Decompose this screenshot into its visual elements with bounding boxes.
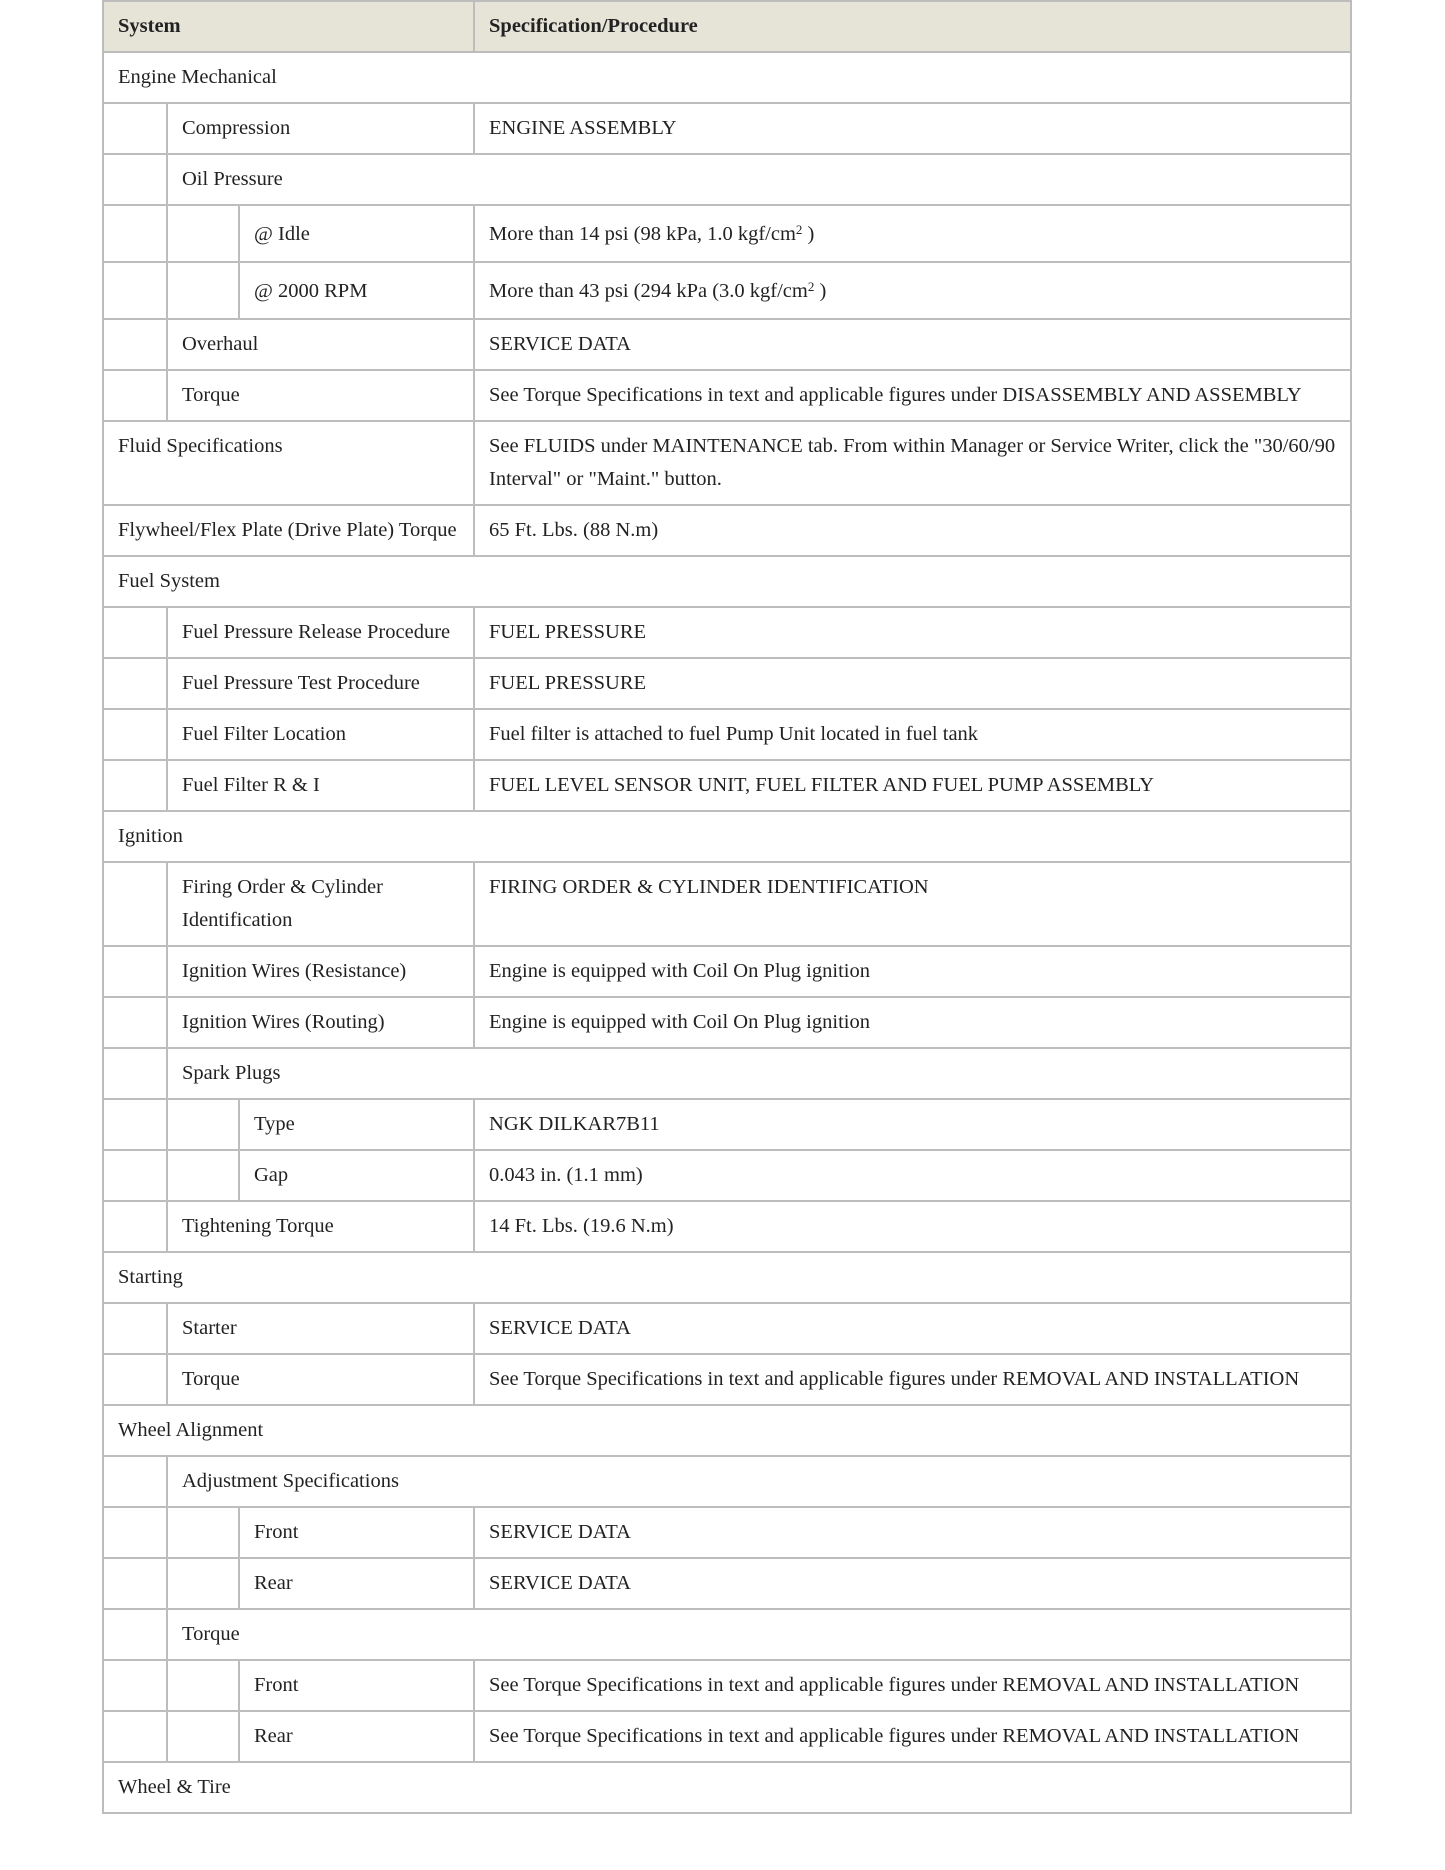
indent-cell: [103, 1048, 167, 1099]
table-row: [103, 1354, 1351, 1405]
system-label: Spark Plugs: [167, 1048, 1351, 1099]
table-row: [103, 658, 1351, 709]
spec-text: SERVICE DATA: [489, 1317, 631, 1339]
indent-cell: [103, 1303, 167, 1354]
spec-text: See Torque Specifications in text and applicable figures under REMOVAL AND INSTALLATION: [489, 1674, 1300, 1696]
spec-text: More than 14 psi (98 kPa, 1.0 kgf/cm: [489, 223, 796, 245]
table-row: [103, 1405, 1351, 1456]
system-label: Flywheel/Flex Plate (Drive Plate) Torque: [103, 505, 474, 556]
table-row: [103, 205, 1351, 262]
indent-cell: [103, 103, 167, 154]
table-row: [103, 1303, 1351, 1354]
indent-cell: [167, 1711, 239, 1762]
system-label: Oil Pressure: [167, 154, 1351, 205]
system-label: Fuel System: [103, 556, 1351, 607]
table-row: [103, 421, 1351, 505]
spec-value: [474, 205, 1351, 262]
spec-text: See Torque Specifications in text and applicable figures under DISASSEMBLY AND ASSEMBLY: [489, 384, 1302, 406]
spec-value: [474, 946, 1351, 997]
indent-cell: [103, 319, 167, 370]
table-row: [103, 154, 1351, 205]
table-row: [103, 709, 1351, 760]
table-row: [103, 811, 1351, 862]
table-row: [103, 1252, 1351, 1303]
system-label: Firing Order & Cylinder Identification: [167, 862, 474, 946]
spec-value: [474, 1558, 1351, 1609]
spec-text: 14 Ft. Lbs. (19.6 N.m): [489, 1215, 674, 1237]
spec-value: [474, 658, 1351, 709]
system-label: Overhaul: [167, 319, 474, 370]
table-row: [103, 1762, 1351, 1813]
system-label: Engine Mechanical: [103, 52, 1351, 103]
table-row: [103, 52, 1351, 103]
indent-cell: [103, 946, 167, 997]
spec-text: SERVICE DATA: [489, 333, 631, 355]
indent-cell: [103, 658, 167, 709]
indent-cell: [103, 1660, 167, 1711]
table-body: [103, 52, 1351, 1813]
indent-cell: [103, 709, 167, 760]
indent-cell: [167, 1558, 239, 1609]
indent-cell: [167, 1099, 239, 1150]
spec-value: [474, 760, 1351, 811]
system-label: Starting: [103, 1252, 1351, 1303]
indent-cell: [103, 1201, 167, 1252]
spec-text: ENGINE ASSEMBLY: [489, 117, 677, 139]
table-row: [103, 1507, 1351, 1558]
system-label: Torque: [167, 1354, 474, 1405]
table-row: [103, 505, 1351, 556]
spec-text: FUEL PRESSURE: [489, 621, 647, 643]
spec-value: [474, 997, 1351, 1048]
indent-cell: [103, 1558, 167, 1609]
system-label: Front: [239, 1507, 474, 1558]
spec-text: FIRING ORDER & CYLINDER IDENTIFICATION: [489, 876, 929, 898]
system-label: @ 2000 RPM: [239, 262, 474, 319]
table-row: [103, 997, 1351, 1048]
table-row: [103, 262, 1351, 319]
system-label: Wheel & Tire: [103, 1762, 1351, 1813]
system-label: Rear: [239, 1558, 474, 1609]
table-row: [103, 1456, 1351, 1507]
spec-column-header: Specification/Procedure: [474, 1, 1351, 52]
table-row: [103, 370, 1351, 421]
table-row: [103, 1609, 1351, 1660]
indent-cell: [103, 205, 167, 262]
table-row: [103, 1201, 1351, 1252]
spec-text: Engine is equipped with Coil On Plug ignition: [489, 960, 870, 982]
spec-value: [474, 505, 1351, 556]
spec-text: SERVICE DATA: [489, 1572, 631, 1594]
indent-cell: [103, 1099, 167, 1150]
system-label: Wheel Alignment: [103, 1405, 1351, 1456]
indent-cell: [103, 760, 167, 811]
spec-value: [474, 1201, 1351, 1252]
system-label: Torque: [167, 370, 474, 421]
spec-value: [474, 709, 1351, 760]
system-label: Adjustment Specifications: [167, 1456, 1351, 1507]
indent-cell: [167, 262, 239, 319]
indent-cell: [167, 1660, 239, 1711]
spec-text: Engine is equipped with Coil On Plug ignition: [489, 1011, 870, 1033]
indent-cell: [103, 997, 167, 1048]
spec-value: [474, 1507, 1351, 1558]
specifications-table: [102, 0, 1352, 1814]
system-label: Fuel Pressure Test Procedure: [167, 658, 474, 709]
system-label: Front: [239, 1660, 474, 1711]
system-label: Ignition Wires (Routing): [167, 997, 474, 1048]
spec-text: 65 Ft. Lbs. (88 N.m): [489, 519, 659, 541]
spec-text-suffix: ): [814, 280, 827, 302]
system-label: Fuel Pressure Release Procedure: [167, 607, 474, 658]
spec-value: [474, 1660, 1351, 1711]
spec-text: SERVICE DATA: [489, 1521, 631, 1543]
indent-cell: [103, 1150, 167, 1201]
table-row: [103, 1660, 1351, 1711]
spec-text: See Torque Specifications in text and applicable figures under REMOVAL AND INSTALLATION: [489, 1368, 1300, 1390]
indent-cell: [103, 370, 167, 421]
spec-text-suffix: ): [802, 223, 815, 245]
spec-value: [474, 1711, 1351, 1762]
indent-cell: [103, 1507, 167, 1558]
spec-value: [474, 1354, 1351, 1405]
indent-cell: [103, 154, 167, 205]
indent-cell: [103, 1456, 167, 1507]
system-label: Fluid Specifications: [103, 421, 474, 505]
system-label: Tightening Torque: [167, 1201, 474, 1252]
table-row: [103, 1558, 1351, 1609]
system-column-header: System: [103, 1, 474, 52]
indent-cell: [167, 1150, 239, 1201]
spec-value: [474, 262, 1351, 319]
table-header-row: [103, 1, 1351, 52]
spec-text: 0.043 in. (1.1 mm): [489, 1164, 643, 1186]
spec-value: [474, 862, 1351, 946]
system-label: Gap: [239, 1150, 474, 1201]
table-row: [103, 607, 1351, 658]
table-row: [103, 556, 1351, 607]
indent-cell: [103, 1354, 167, 1405]
table-row: [103, 1150, 1351, 1201]
spec-text: More than 43 psi (294 kPa (3.0 kgf/cm: [489, 280, 808, 302]
system-label: Fuel Filter Location: [167, 709, 474, 760]
indent-cell: [167, 205, 239, 262]
table-row: [103, 103, 1351, 154]
superscript: 2: [807, 279, 815, 294]
indent-cell: [103, 862, 167, 946]
spec-text: FUEL LEVEL SENSOR UNIT, FUEL FILTER AND FUEL PUMP ASSEMBLY: [489, 774, 1155, 796]
table-row: [103, 760, 1351, 811]
superscript: 2: [795, 222, 803, 237]
spec-text: See Torque Specifications in text and applicable figures under REMOVAL AND INSTALLATION: [489, 1725, 1300, 1747]
spec-value: [474, 319, 1351, 370]
spec-text: Fuel filter is attached to fuel Pump Unit located in fuel tank: [489, 723, 979, 745]
table-row: [103, 862, 1351, 946]
system-label: Starter: [167, 1303, 474, 1354]
spec-value: [474, 421, 1351, 505]
spec-value: [474, 1099, 1351, 1150]
system-label: Fuel Filter R & I: [167, 760, 474, 811]
table-row: [103, 1099, 1351, 1150]
system-label: Ignition Wires (Resistance): [167, 946, 474, 997]
table-row: [103, 319, 1351, 370]
system-label: Ignition: [103, 811, 1351, 862]
indent-cell: [103, 262, 167, 319]
spec-value: [474, 1150, 1351, 1201]
indent-cell: [103, 607, 167, 658]
table-row: [103, 1048, 1351, 1099]
spec-value: [474, 1303, 1351, 1354]
system-label: Compression: [167, 103, 474, 154]
table-row: [103, 1711, 1351, 1762]
system-label: @ Idle: [239, 205, 474, 262]
indent-cell: [167, 1507, 239, 1558]
indent-cell: [103, 1711, 167, 1762]
spec-text: See FLUIDS under MAINTENANCE tab. From within Manager or Service Writer, click the "30/60/90 Interval" or "Maint." button.: [489, 435, 1336, 490]
spec-text: FUEL PRESSURE: [489, 672, 647, 694]
system-label: Torque: [167, 1609, 1351, 1660]
system-label: Type: [239, 1099, 474, 1150]
spec-value: [474, 370, 1351, 421]
spec-value: [474, 103, 1351, 154]
system-label: Rear: [239, 1711, 474, 1762]
table-row: [103, 946, 1351, 997]
indent-cell: [103, 1609, 167, 1660]
spec-value: [474, 607, 1351, 658]
spec-text: NGK DILKAR7B11: [489, 1113, 660, 1135]
